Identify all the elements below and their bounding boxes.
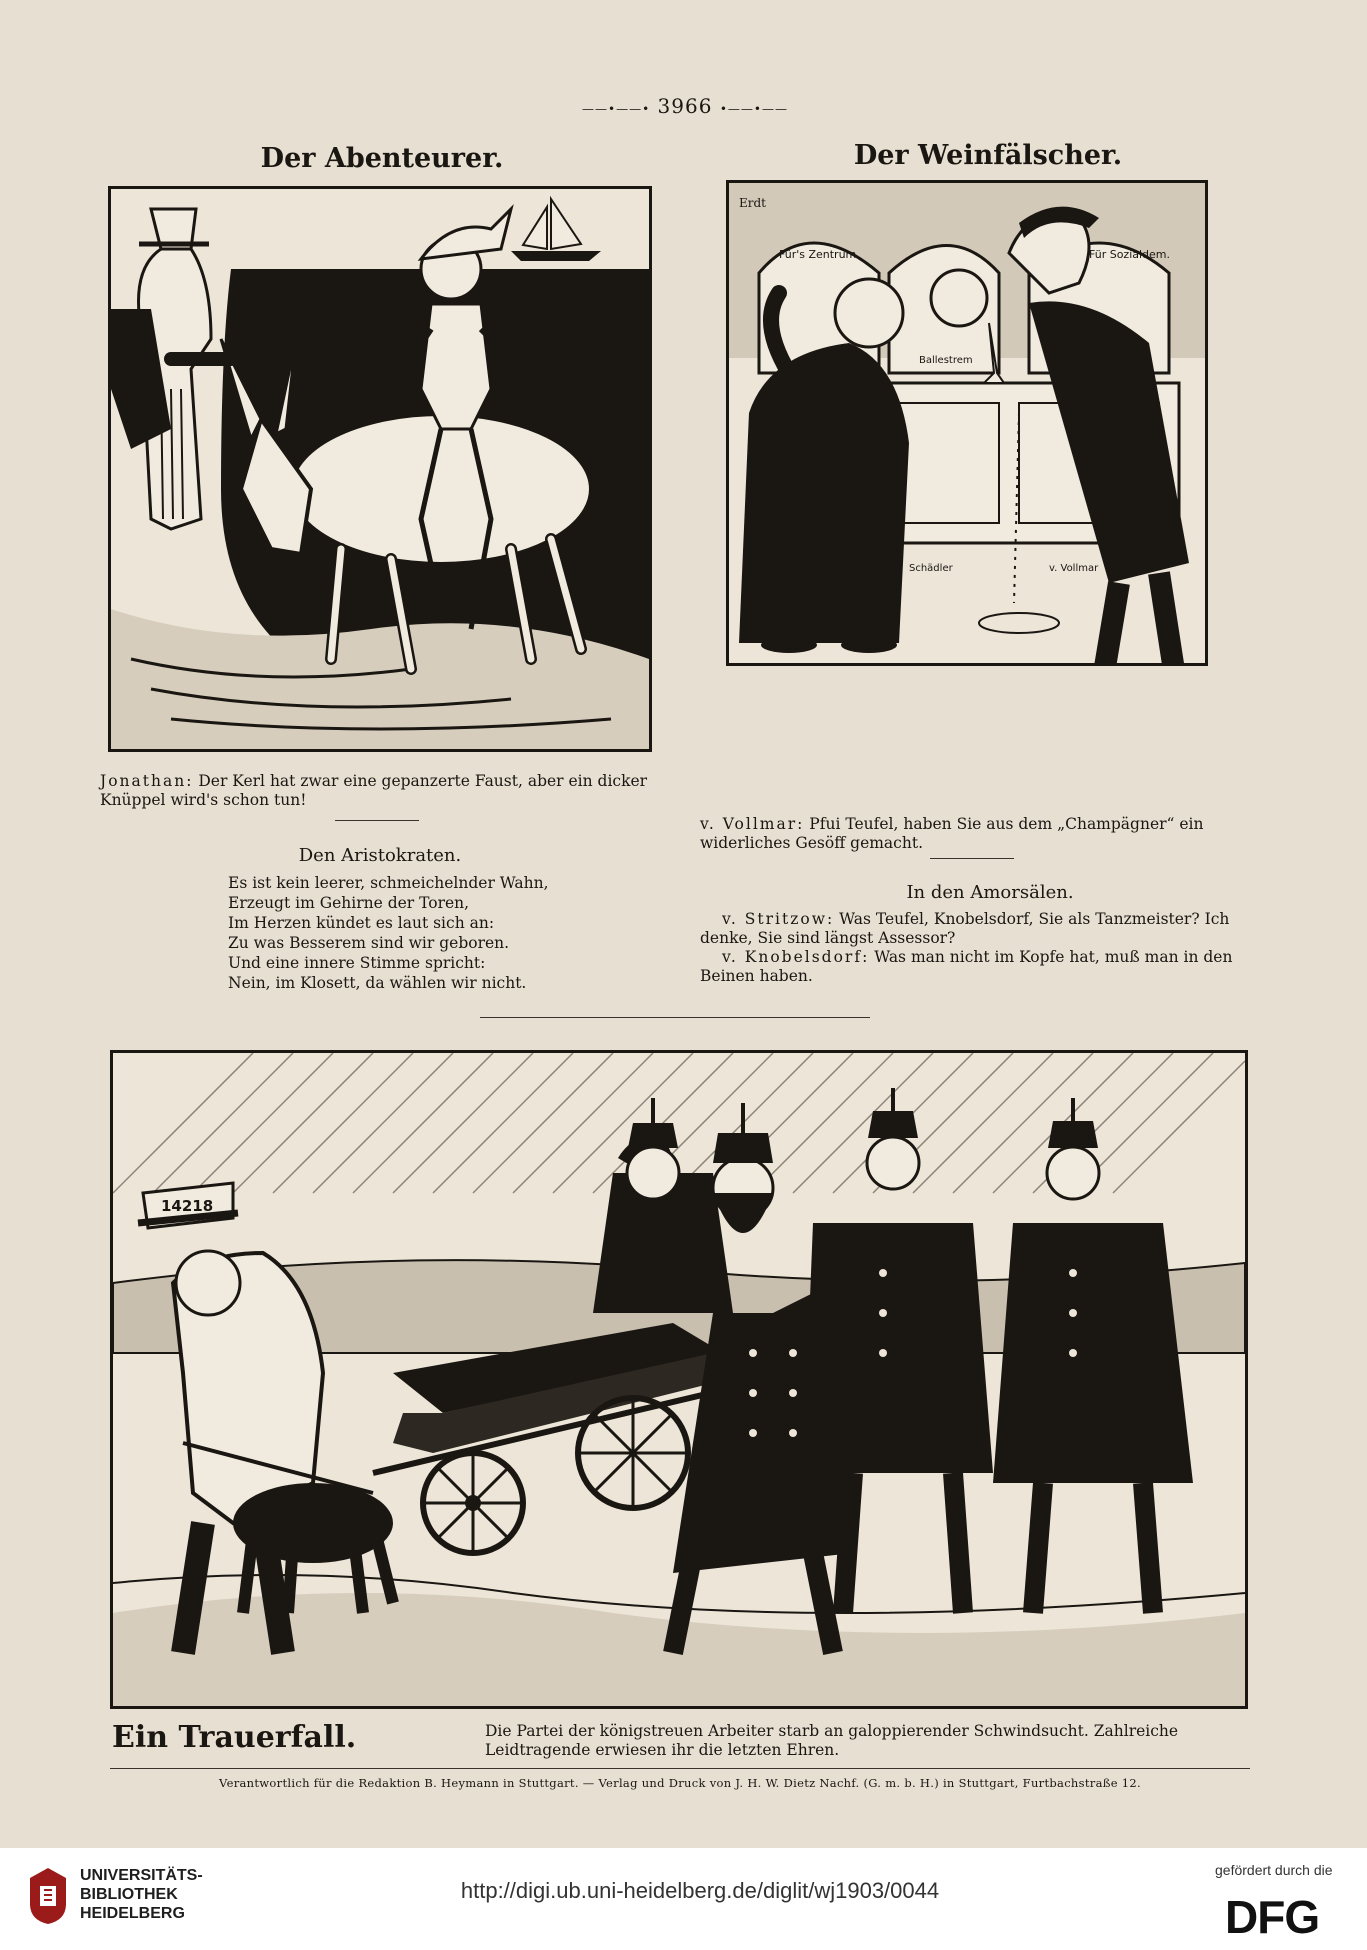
right-cartoon-drawing — [729, 183, 1205, 663]
ornament-left: ——•——• — [582, 102, 651, 116]
bottom-cartoon-caption: Die Partei der königstreuen Arbeiter starb an galoppierender Schwindsucht. Zahlreiche Leidtragende erwiesen ihr die letzten Ehren. — [485, 1722, 1179, 1759]
university-seal-icon — [26, 1864, 70, 1928]
bottom-cartoon-illustration — [110, 1050, 1248, 1709]
imprint-rule — [110, 1768, 1250, 1769]
left-cartoon-drawing — [111, 189, 649, 749]
caption-speaker: Jonathan: — [100, 772, 194, 790]
poem-line: Es ist kein leerer, schmeichelnder Wahn, — [228, 874, 549, 892]
poem-line: Und eine innere Stimme spricht: — [228, 954, 486, 972]
institution-name — [80, 1866, 203, 1923]
label-ballestrem: Ballestrem — [919, 355, 973, 366]
footer-bar — [0, 1848, 1367, 1950]
dialog-paragraph — [700, 948, 1252, 986]
page-number-value: 3966 — [657, 94, 713, 118]
funded-by-text: gefördert durch die — [1215, 1862, 1333, 1878]
poem-title: Den Aristokraten. — [298, 845, 462, 866]
signature-label: Erdt — [739, 196, 766, 210]
institution-line: BIBLIOTHEK — [80, 1886, 178, 1903]
poem-body — [228, 873, 568, 993]
dialog-line: Was man nicht im Kopfe hat, muß man in den Beinen haben. — [700, 948, 1233, 985]
poem-line: Erzeugt im Gehirne der Toren, — [228, 894, 470, 912]
ornament-right: •——•—— — [719, 102, 788, 116]
right-cartoon-illustration — [726, 180, 1208, 666]
bottom-cartoon-drawing — [113, 1053, 1245, 1706]
poem-line: Im Herzen kündet es laut sich an: — [228, 914, 495, 932]
caption-text: Pfui Teufel, haben Sie aus dem „Champägner“ ein widerliches Gesöff gemacht. — [700, 815, 1204, 852]
dialog-body — [700, 910, 1252, 986]
right-cartoon-title: Der Weinfälscher. — [853, 140, 1123, 171]
source-url-link[interactable]: http://digi.ub.uni-heidelberg.de/diglit/wj1903/0044 — [460, 1878, 940, 1903]
dialog-paragraph — [700, 910, 1252, 948]
institution-line: HEIDELBERG — [80, 1905, 185, 1922]
caption-speaker: v. Vollmar: — [700, 815, 805, 833]
dialog-speaker: v. Stritzow: — [722, 910, 835, 928]
imprint-line: Verantwortlich für die Redaktion B. Heymann in Stuttgart. — Verlag und Druck von J. H. W. Dietz Nachf. (G. m. b. H.) in Stuttgart, Furtbachstraße 12. — [219, 1776, 1141, 1790]
left-cartoon-title: Der Abenteurer. — [260, 143, 504, 174]
label-schaedler: Schädler — [909, 563, 953, 574]
right-cartoon-caption — [700, 815, 1252, 853]
poem-line: Zu was Besserem sind wir geboren. — [228, 934, 510, 952]
dialog-title: In den Amorsälen. — [906, 882, 1074, 903]
section-divider — [480, 1017, 870, 1018]
dfg-logo: DFG — [1225, 1891, 1320, 1943]
institution-line: UNIVERSITÄTS- — [80, 1867, 203, 1884]
label-vollmar: v. Vollmar — [1049, 563, 1099, 574]
label-zentrum: Für's Zentrum. — [779, 248, 860, 261]
poem-line: Nein, im Klosett, da wählen wir nicht. — [228, 974, 527, 992]
bottom-cartoon-title: Ein Trauerfall. — [112, 1720, 357, 1755]
page-number — [560, 94, 810, 118]
divider-short — [335, 820, 419, 821]
label-sozialdem: Für Sozialdem. — [1089, 248, 1171, 261]
cap-number: 14218 — [161, 1197, 214, 1215]
caption-text: Der Kerl hat zwar eine gepanzerte Faust, aber ein dicker Knüppel wird's schon tun! — [100, 772, 648, 809]
dialog-line: Was Teufel, Knobelsdorf, Sie als Tanzmeister? Ich denke, Sie sind längst Assessor? — [700, 910, 1230, 947]
divider-short — [930, 858, 1014, 859]
left-cartoon-illustration — [108, 186, 652, 752]
dialog-speaker: v. Knobelsdorf: — [722, 948, 870, 966]
left-cartoon-caption — [100, 772, 656, 810]
